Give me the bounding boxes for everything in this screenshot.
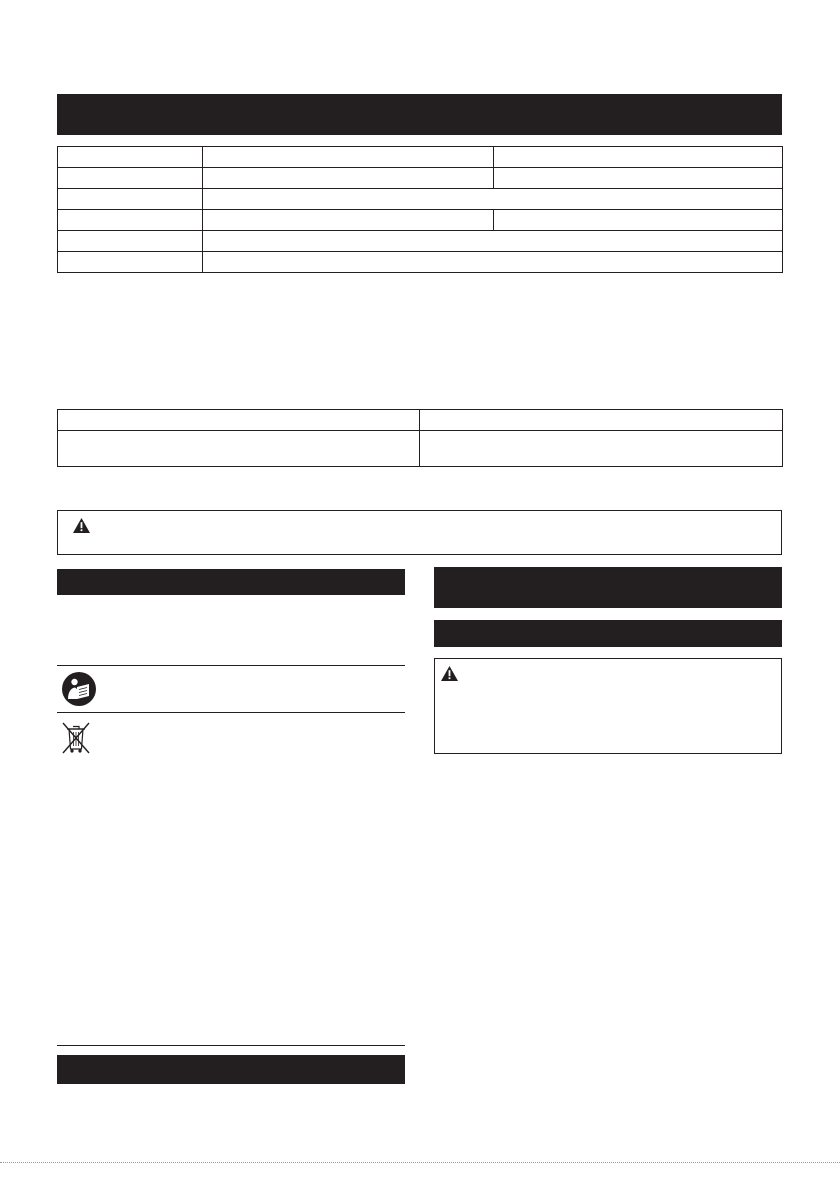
spec-cell (494, 168, 783, 189)
spec-cell (203, 231, 783, 252)
symbols-section-header (57, 569, 405, 595)
safety-warning-box (434, 658, 782, 754)
divider (57, 1045, 405, 1046)
page-trim-line (0, 1162, 840, 1163)
divider (57, 665, 405, 666)
spec-cell (203, 210, 494, 231)
table-row (58, 231, 783, 252)
spec-label (58, 147, 203, 168)
battery-cell (58, 431, 420, 467)
spec-cell (494, 210, 783, 231)
table-row (58, 252, 783, 273)
general-safety-subheader (434, 620, 782, 647)
table-row (58, 210, 783, 231)
spec-label (58, 231, 203, 252)
spec-section-header (57, 94, 782, 135)
spec-label (58, 168, 203, 189)
divider (57, 712, 405, 713)
warning-box (57, 510, 782, 555)
spec-cell (494, 147, 783, 168)
table-row (58, 431, 783, 467)
read-manual-icon (62, 672, 96, 706)
spec-label (58, 210, 203, 231)
spec-cell (203, 147, 494, 168)
battery-header-cell (420, 410, 783, 431)
intended-use-section-header (57, 1055, 405, 1084)
warning-triangle-icon (441, 666, 458, 681)
spec-cell (203, 189, 783, 210)
battery-header-cell (58, 410, 420, 431)
table-row (58, 189, 783, 210)
spec-label (58, 189, 203, 210)
spec-cell (203, 252, 783, 273)
specification-table (57, 146, 783, 273)
battery-cell (420, 431, 783, 467)
table-row (58, 168, 783, 189)
table-row (58, 410, 783, 431)
spec-label (58, 252, 203, 273)
table-row (58, 147, 783, 168)
crossed-out-bin-icon (60, 720, 92, 755)
warning-triangle-icon (73, 518, 90, 533)
battery-table (57, 409, 783, 467)
spec-cell (203, 168, 494, 189)
safety-section-header (434, 567, 782, 608)
